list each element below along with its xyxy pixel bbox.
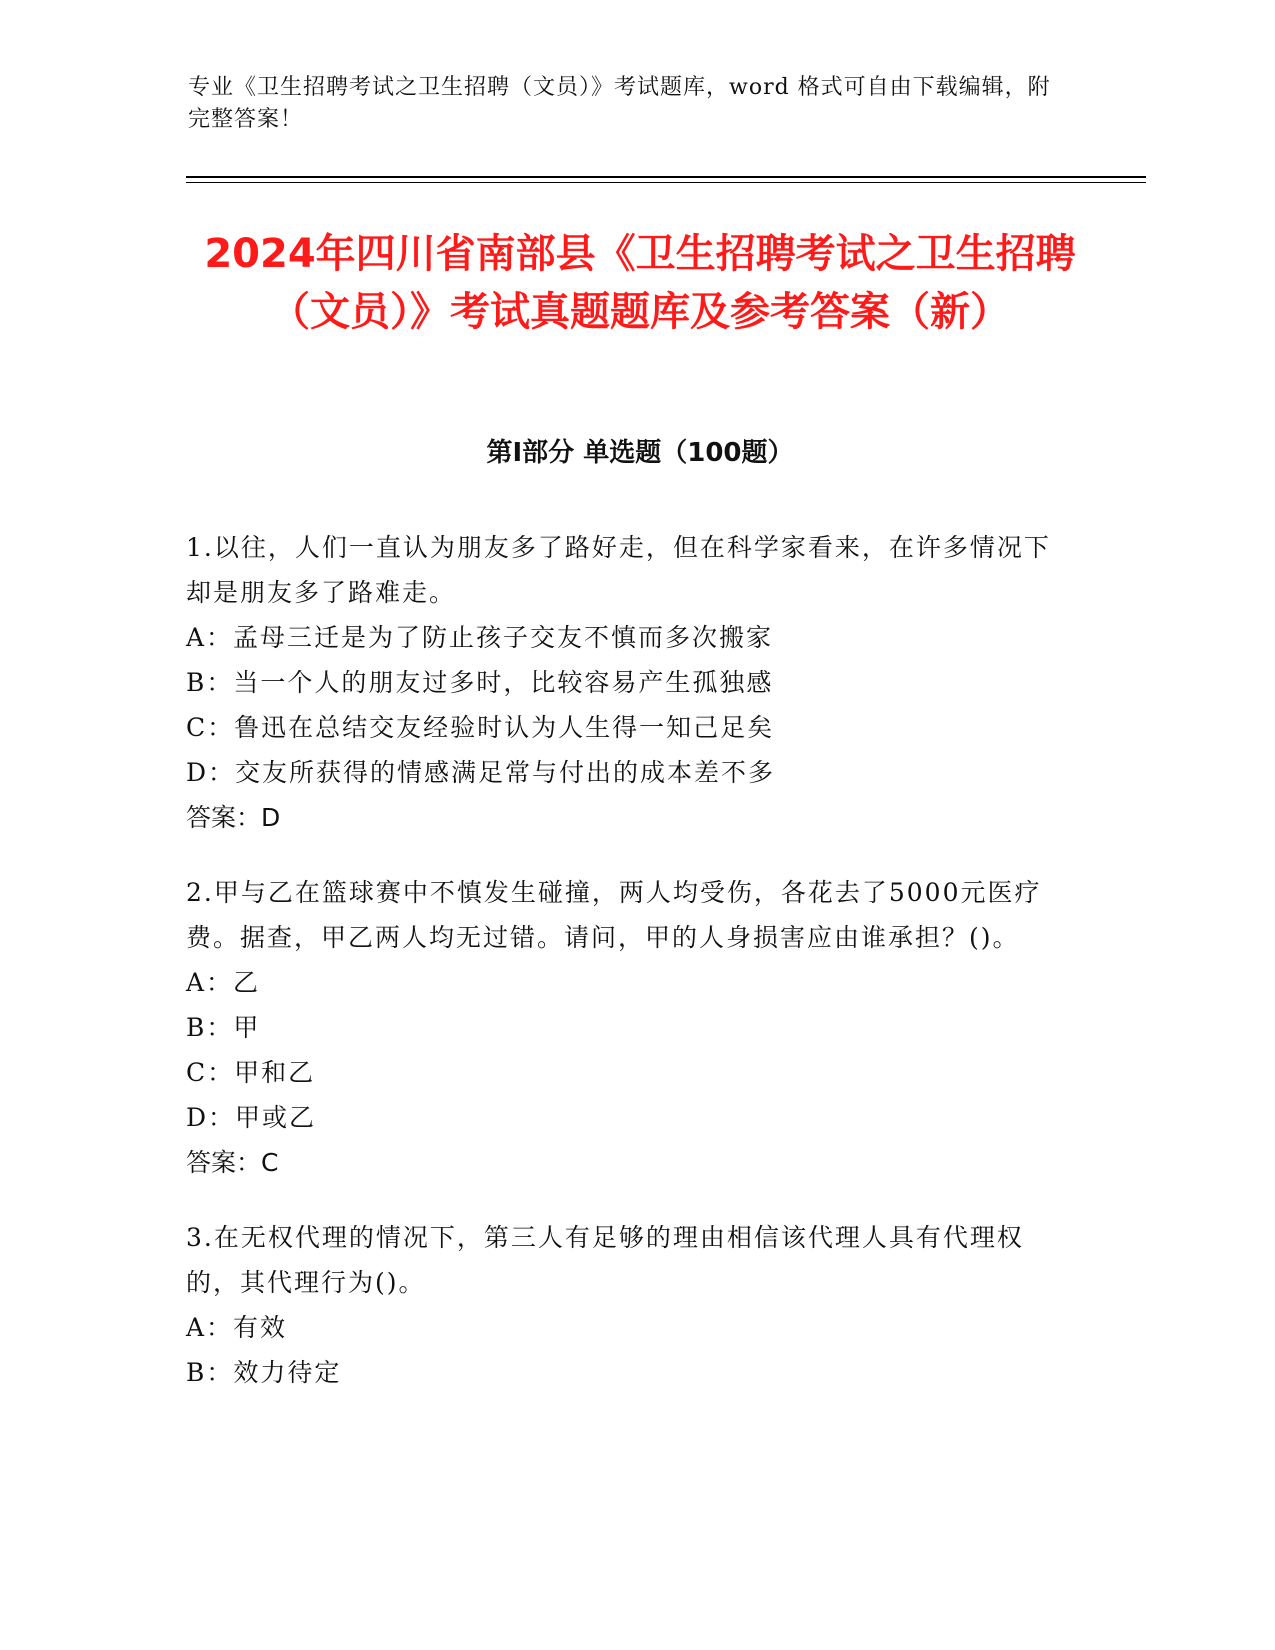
option-b: B：甲 xyxy=(186,1013,261,1042)
answer: 答案：D xyxy=(186,803,281,832)
header-divider-thin xyxy=(186,182,1146,183)
option-c: C：鲁迅在总结交友经验时认为人生得一知己足矣 xyxy=(186,713,775,742)
header-note: 专业《卫生招聘考试之卫生招聘（文员）》考试题库，word 格式可自由下载编辑，附完整答案！ xyxy=(188,75,1051,132)
question-2 xyxy=(186,870,1066,1185)
document-title: 2024年四川省南部县《卫生招聘考试之卫生招聘（文员）》考试真题题库及参考答案（新） xyxy=(204,231,1076,335)
option-c: C：甲和乙 xyxy=(186,1058,316,1087)
option-a: A：有效 xyxy=(186,1313,288,1342)
question-1 xyxy=(186,525,1066,840)
option-b: B：当一个人的朋友过多时，比较容易产生孤独感 xyxy=(186,668,774,697)
section-title: 第Ⅰ部分 单选题（100题） xyxy=(486,438,794,468)
question-3 xyxy=(186,1215,1066,1395)
option-d: D：交友所获得的情感满足常与付出的成本差不多 xyxy=(186,758,776,787)
header-divider-thick xyxy=(186,176,1146,178)
question-text: 1.以往，人们一直认为朋友多了路好走，但在科学家看来，在许多情况下却是朋友多了路难走。 xyxy=(186,533,1051,607)
answer: 答案：C xyxy=(186,1148,279,1177)
option-a: A：乙 xyxy=(186,968,261,997)
option-b: B：效力待定 xyxy=(186,1358,342,1387)
option-d: D：甲或乙 xyxy=(186,1103,317,1132)
question-text: 2.甲与乙在篮球赛中不慎发生碰撞，两人均受伤，各花去了5000元医疗费。据查，甲乙两人均无过错。请问，甲的人身损害应由谁承担？()。 xyxy=(186,878,1042,952)
option-a: A：孟母三迁是为了防止孩子交友不慎而多次搬家 xyxy=(186,623,774,652)
question-list xyxy=(186,525,1066,1425)
question-text: 3.在无权代理的情况下，第三人有足够的理由相信该代理人具有代理权的，其代理行为()。 xyxy=(186,1223,1024,1297)
